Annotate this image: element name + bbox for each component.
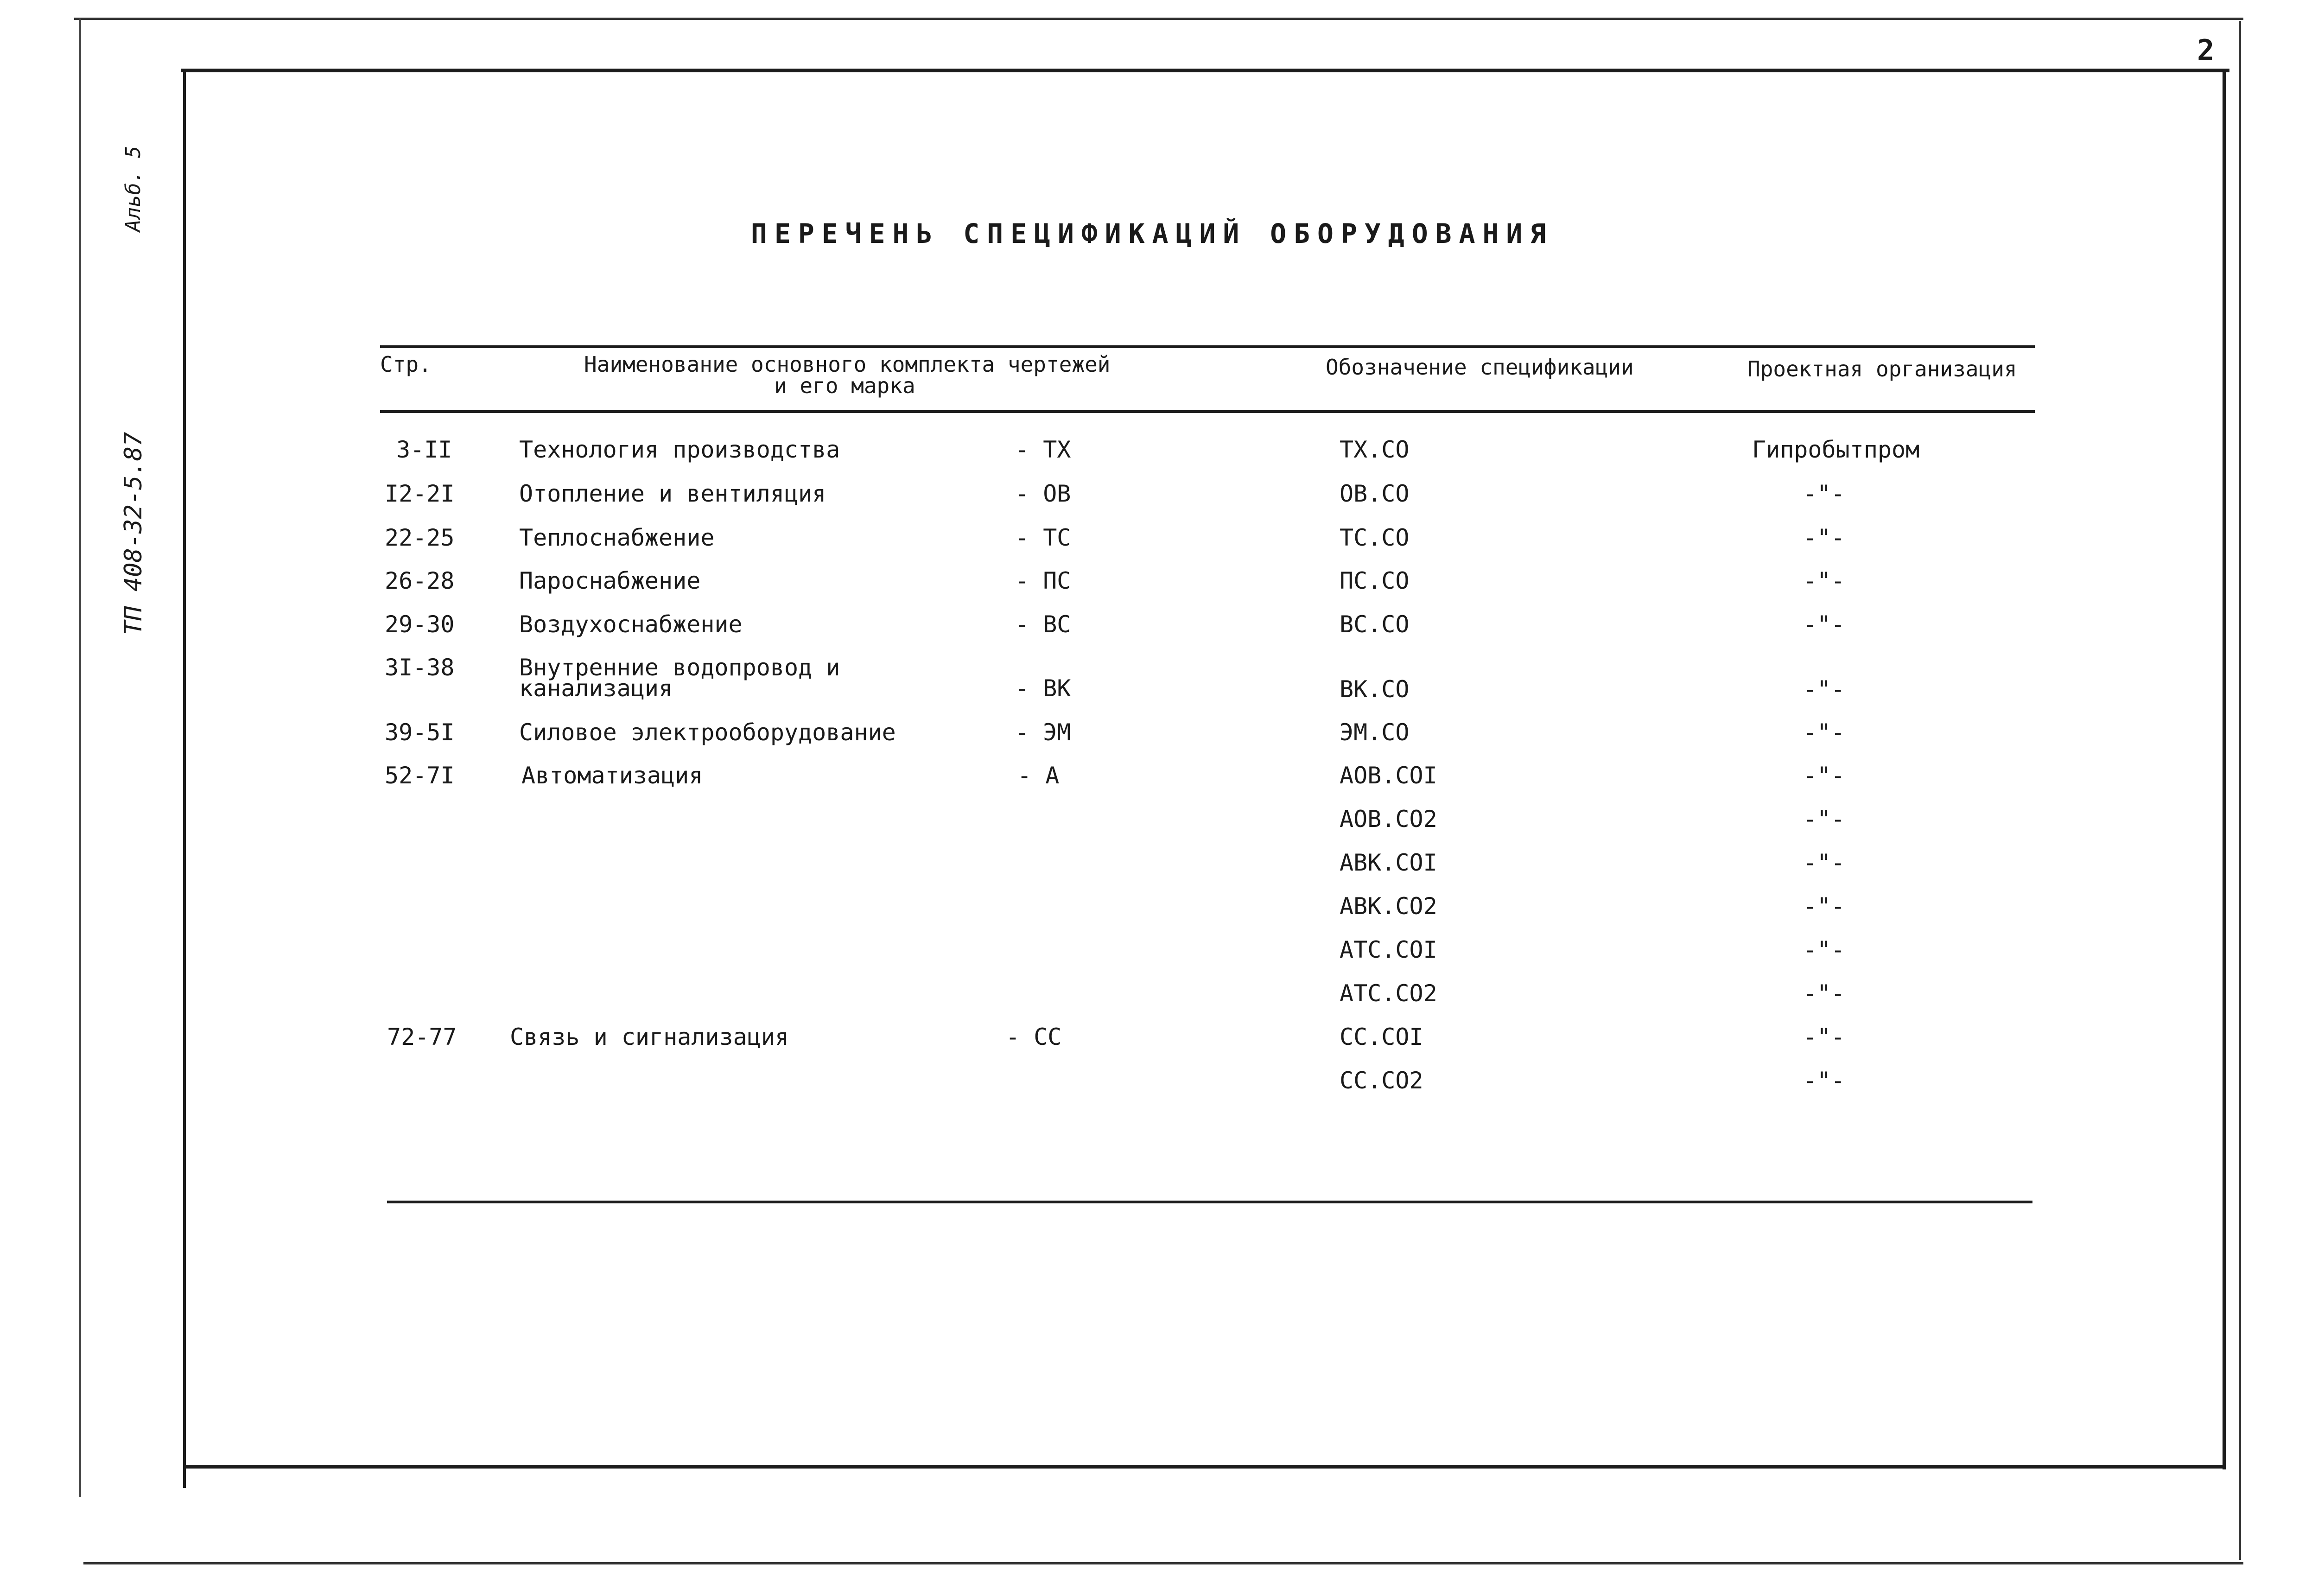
frame-left-outer xyxy=(79,19,81,1497)
row-organization: -"- xyxy=(1803,567,1845,594)
row-pages: 72-77 xyxy=(387,1024,457,1050)
row-mark: - ПС xyxy=(1015,567,1071,594)
row-designation: АВК.СО2 xyxy=(1340,893,1437,920)
table-row xyxy=(0,1069,2299,1097)
table-header-rule xyxy=(380,410,2035,413)
row-name: Воздухоснабжение xyxy=(519,611,743,638)
row-designation: ПС.СО xyxy=(1340,567,1410,594)
table-row xyxy=(0,656,2299,721)
header-name-line1: Наименование основного комплекта чертежей xyxy=(584,352,1111,377)
row-designation: ВС.СО xyxy=(1340,611,1410,638)
row-designation: АТС.СО2 xyxy=(1340,980,1437,1007)
row-name-continued: канализация xyxy=(519,675,673,702)
table-row xyxy=(0,569,2299,597)
row-designation: ЭМ.СО xyxy=(1340,719,1410,746)
table-bottom-rule xyxy=(387,1201,2032,1203)
row-mark: - СС xyxy=(1006,1024,1062,1050)
row-name: Автоматизация xyxy=(521,762,703,789)
table-row xyxy=(0,764,2299,792)
page-title: ПЕРЕЧЕНЬ СПЕЦИФИКАЦИЙ ОБОРУДОВАНИЯ xyxy=(751,218,1554,249)
page-number: 2 xyxy=(2197,33,2215,67)
table-row xyxy=(0,721,2299,749)
table-row xyxy=(0,1025,2299,1053)
row-pages: 3-II xyxy=(396,436,452,463)
row-name: Технология производства xyxy=(519,436,840,463)
table-row xyxy=(0,482,2299,510)
row-organization: -"- xyxy=(1803,676,1845,703)
header-designation: Обозначение спецификации xyxy=(1326,355,1634,380)
table-row xyxy=(0,526,2299,554)
row-organization: -"- xyxy=(1803,1067,1845,1094)
row-organization: -"- xyxy=(1803,611,1845,638)
row-designation: АОВ.СОI xyxy=(1340,762,1437,789)
side-album-mark: Альб. 5 xyxy=(121,146,145,232)
row-name: Отопление и вентиляция xyxy=(519,480,826,507)
row-pages: 3I-38 xyxy=(385,654,455,681)
table-top-rule xyxy=(380,345,2035,348)
row-organization: -"- xyxy=(1803,1024,1845,1050)
row-pages: 22-25 xyxy=(385,524,455,551)
header-organization: Проектная организация xyxy=(1747,356,2017,382)
row-mark: - ОВ xyxy=(1015,480,1071,507)
table-row xyxy=(0,982,2299,1010)
row-mark: - ТС xyxy=(1015,524,1071,551)
row-name: Связь и сигнализация xyxy=(510,1024,789,1050)
row-designation: ВК.СО xyxy=(1340,676,1410,703)
row-pages: 52-7I xyxy=(385,762,455,789)
row-designation: АТС.СОI xyxy=(1340,936,1437,963)
row-mark: - ВК xyxy=(1015,675,1071,702)
table-row xyxy=(0,808,2299,835)
row-designation: ТС.СО xyxy=(1340,524,1410,551)
table-row xyxy=(0,438,2299,466)
row-pages: 39-5I xyxy=(385,719,455,746)
header-name-line2: и его марка xyxy=(774,373,915,398)
row-mark: - ЭМ xyxy=(1015,719,1071,746)
row-organization: -"- xyxy=(1803,762,1845,789)
row-name: Внутренние водопровод и xyxy=(519,654,840,681)
table-row xyxy=(0,851,2299,879)
row-mark: - ВС xyxy=(1015,611,1071,638)
row-designation: СС.СО2 xyxy=(1340,1067,1423,1094)
row-organization: -"- xyxy=(1803,806,1845,833)
row-organization: -"- xyxy=(1803,719,1845,746)
row-designation: СС.СОI xyxy=(1340,1024,1423,1050)
row-organization: -"- xyxy=(1803,849,1845,876)
row-designation: ТХ.СО xyxy=(1340,436,1410,463)
row-organization: -"- xyxy=(1803,936,1845,963)
table-row xyxy=(0,613,2299,641)
row-designation: АВК.СОI xyxy=(1340,849,1437,876)
header-page: Стр. xyxy=(380,352,432,377)
table-row xyxy=(0,938,2299,966)
row-pages: 29-30 xyxy=(385,611,455,638)
row-pages: 26-28 xyxy=(385,567,455,594)
row-organization: -"- xyxy=(1803,893,1845,920)
frame-bottom-outer xyxy=(83,1562,2243,1564)
row-designation: ОВ.СО xyxy=(1340,480,1410,507)
row-mark: - ТХ xyxy=(1015,436,1071,463)
row-pages: I2-2I xyxy=(385,480,455,507)
row-mark: - А xyxy=(1017,762,1060,789)
side-document-code: ТП 408-32-5.87 xyxy=(120,432,147,635)
row-organization: -"- xyxy=(1803,524,1845,551)
frame-top-outer xyxy=(74,18,2243,20)
frame-bottom-inner xyxy=(183,1465,2225,1469)
row-name: Силовое электрооборудование xyxy=(519,719,896,746)
row-name: Пароснабжение xyxy=(519,567,701,594)
table-row xyxy=(0,895,2299,922)
frame-top-inner xyxy=(181,69,2229,72)
row-organization: Гипробытпром xyxy=(1752,436,1920,463)
row-designation: АОВ.СО2 xyxy=(1340,806,1437,833)
row-organization: -"- xyxy=(1803,480,1845,507)
row-name: Теплоснабжение xyxy=(519,524,715,551)
row-organization: -"- xyxy=(1803,980,1845,1007)
